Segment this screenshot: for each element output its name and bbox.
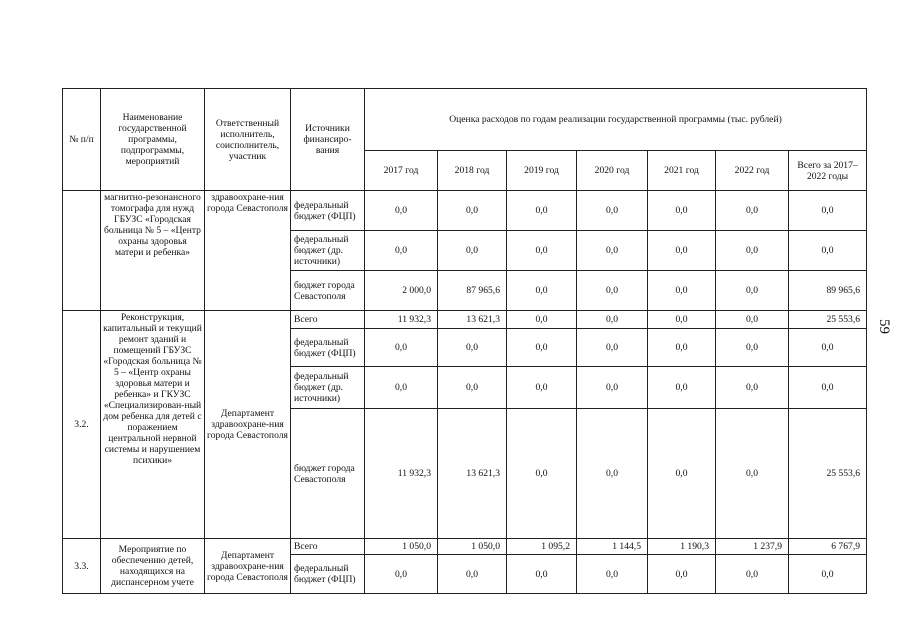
value-cell: 0,0 bbox=[716, 367, 789, 409]
value-cell: 0,0 bbox=[365, 231, 438, 271]
value-cell: 0,0 bbox=[507, 191, 577, 231]
value-cell: 0,0 bbox=[716, 409, 789, 539]
value-cell: 0,0 bbox=[716, 231, 789, 271]
value-cell: 87 965,6 bbox=[438, 271, 507, 311]
value-cell: 0,0 bbox=[507, 231, 577, 271]
value-cell: 0,0 bbox=[648, 409, 716, 539]
value-cell: 0,0 bbox=[438, 367, 507, 409]
value-cell: 0,0 bbox=[716, 329, 789, 367]
value-cell: 0,0 bbox=[507, 271, 577, 311]
value-cell: 0,0 bbox=[577, 409, 648, 539]
value-cell: 0,0 bbox=[507, 409, 577, 539]
value-cell: 13 621,3 bbox=[438, 311, 507, 329]
value-cell: 0,0 bbox=[577, 271, 648, 311]
value-cell: 0,0 bbox=[789, 231, 867, 271]
value-cell: 11 932,3 bbox=[365, 311, 438, 329]
value-cell: 0,0 bbox=[438, 191, 507, 231]
value-cell: 0,0 bbox=[789, 329, 867, 367]
value-cell: 0,0 bbox=[577, 191, 648, 231]
source-cell: Всего bbox=[291, 311, 365, 329]
value-cell: 0,0 bbox=[789, 191, 867, 231]
value-cell: 0,0 bbox=[365, 191, 438, 231]
value-cell: 0,0 bbox=[507, 555, 577, 594]
value-cell: 0,0 bbox=[716, 555, 789, 594]
value-cell: 0,0 bbox=[438, 329, 507, 367]
row-num: 3.2. bbox=[63, 311, 101, 539]
source-cell: федеральный бюджет (ФЦП) bbox=[291, 329, 365, 367]
budget-table bbox=[62, 88, 867, 594]
value-cell: 25 553,6 bbox=[789, 409, 867, 539]
value-cell: 2 000,0 bbox=[365, 271, 438, 311]
source-cell: федеральный бюджет (др. источники) bbox=[291, 231, 365, 271]
value-cell: 0,0 bbox=[507, 329, 577, 367]
header-year: 2019 год bbox=[507, 151, 577, 191]
value-cell: 0,0 bbox=[716, 311, 789, 329]
value-cell: 0,0 bbox=[648, 329, 716, 367]
item-responsible: Департамент здравоохране-ния города Севастополя bbox=[205, 311, 291, 539]
source-cell: Всего bbox=[291, 539, 365, 555]
value-cell: 0,0 bbox=[789, 555, 867, 594]
header-year: 2021 год bbox=[648, 151, 716, 191]
item-responsible: Департамент здравоохране-ния города Севастополя bbox=[205, 539, 291, 594]
value-cell: 1 095,2 bbox=[507, 539, 577, 555]
header-year: 2018 год bbox=[438, 151, 507, 191]
value-cell: 0,0 bbox=[648, 367, 716, 409]
value-cell: 0,0 bbox=[438, 231, 507, 271]
value-cell: 89 965,6 bbox=[789, 271, 867, 311]
header-responsible: Ответственный исполнитель, соисполнитель, участник bbox=[205, 89, 291, 191]
value-cell: 0,0 bbox=[648, 191, 716, 231]
value-cell: 1 237,9 bbox=[716, 539, 789, 555]
value-cell: 0,0 bbox=[365, 555, 438, 594]
header-year: 2022 год bbox=[716, 151, 789, 191]
value-cell: 11 932,3 bbox=[365, 409, 438, 539]
header-source: Источники финансиро-вания bbox=[291, 89, 365, 191]
value-cell: 1 144,5 bbox=[577, 539, 648, 555]
value-cell: 0,0 bbox=[577, 329, 648, 367]
value-cell: 0,0 bbox=[577, 367, 648, 409]
value-cell: 6 767,9 bbox=[789, 539, 867, 555]
value-cell: 0,0 bbox=[789, 367, 867, 409]
value-cell: 13 621,3 bbox=[438, 409, 507, 539]
value-cell: 0,0 bbox=[716, 191, 789, 231]
value-cell: 0,0 bbox=[648, 555, 716, 594]
value-cell: 0,0 bbox=[648, 231, 716, 271]
header-num: № п/п bbox=[63, 89, 101, 191]
value-cell: 0,0 bbox=[365, 367, 438, 409]
value-cell: 0,0 bbox=[648, 271, 716, 311]
header-name: Наименование государственной программы, подпрограммы, мероприятий bbox=[101, 89, 205, 191]
header-estimate: Оценка расходов по годам реализации государственной программы (тыс. рублей) bbox=[365, 89, 867, 151]
source-cell: федеральный бюджет (др. источники) bbox=[291, 367, 365, 409]
item-responsible: здравоохране-ния города Севастополя bbox=[205, 191, 291, 311]
value-cell: 1 050,0 bbox=[365, 539, 438, 555]
item-name: Реконструкция, капитальный и текущий ремонт зданий и помещений ГБУЗС «Городская больница № 5 – «Центр охраны здоровья матери и ребенка» и ГКУЗС «Специализирован-ный дом ребенка для детей с поражением центральной нервной системы и нарушением психики» bbox=[101, 311, 205, 539]
value-cell: 0,0 bbox=[577, 231, 648, 271]
source-cell: федеральный бюджет (ФЦП) bbox=[291, 555, 365, 594]
item-name: магнитно-резонансного томографа для нужд ГБУЗС «Городская больница № 5 – «Центр охраны здоровья матери и ребенка» bbox=[101, 191, 205, 311]
source-cell: бюджет города Севастополя bbox=[291, 271, 365, 311]
value-cell: 0,0 bbox=[438, 555, 507, 594]
value-cell: 1 190,3 bbox=[648, 539, 716, 555]
value-cell: 0,0 bbox=[365, 329, 438, 367]
value-cell: 0,0 bbox=[577, 555, 648, 594]
value-cell: 0,0 bbox=[577, 311, 648, 329]
page-number: 59 bbox=[876, 319, 892, 334]
value-cell: 0,0 bbox=[507, 311, 577, 329]
source-cell: федеральный бюджет (ФЦП) bbox=[291, 191, 365, 231]
header-year-total: Всего за 2017–2022 годы bbox=[789, 151, 867, 191]
value-cell: 25 553,6 bbox=[789, 311, 867, 329]
value-cell: 1 050,0 bbox=[438, 539, 507, 555]
value-cell: 0,0 bbox=[648, 311, 716, 329]
header-year: 2017 год bbox=[365, 151, 438, 191]
value-cell: 0,0 bbox=[716, 271, 789, 311]
source-cell: бюджет города Севастополя bbox=[291, 409, 365, 539]
value-cell: 0,0 bbox=[507, 367, 577, 409]
row-num: 3.3. bbox=[63, 539, 101, 594]
header-year: 2020 год bbox=[577, 151, 648, 191]
item-name: Мероприятие по обеспечению детей, находящихся на диспансерном учете bbox=[101, 539, 205, 594]
row-num bbox=[63, 191, 101, 311]
